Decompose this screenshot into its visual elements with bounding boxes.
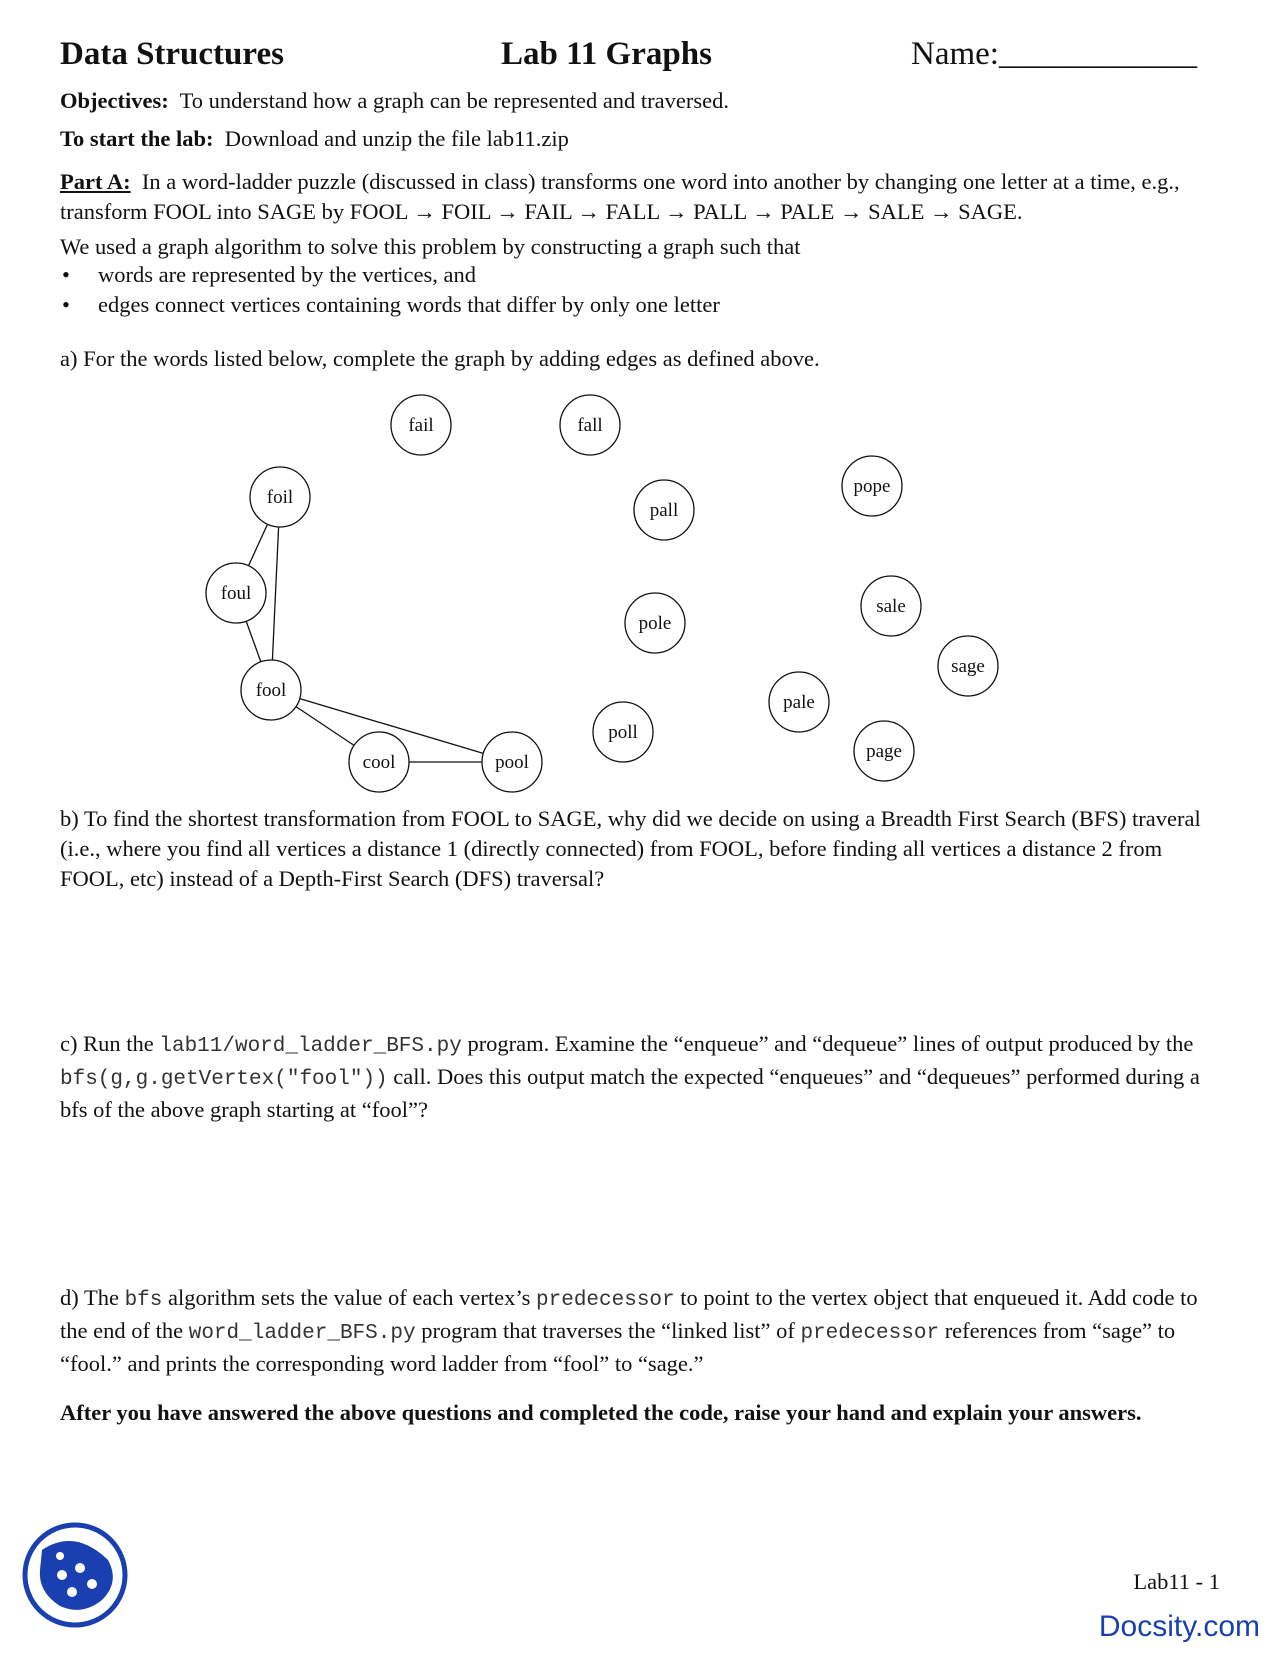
question-d-text-4: program that traverses the “linked list” of bbox=[415, 1318, 801, 1343]
graph-node-sage bbox=[938, 636, 998, 696]
question-d-code-1: bfs bbox=[124, 1289, 163, 1312]
graph-node-label: pall bbox=[649, 500, 679, 521]
graph-node-label: fall bbox=[577, 415, 603, 436]
question-c-text-2: program. Examine the “enqueue” and “dequeue” lines of output produced by the bbox=[461, 1031, 1194, 1056]
graph-node-sale bbox=[861, 576, 921, 636]
page-number: Lab11 - 1 bbox=[1133, 1569, 1220, 1594]
start-text: Download and unzip the file lab11.zip bbox=[224, 126, 569, 151]
name-field-label: Name:____________ bbox=[911, 36, 1197, 72]
list-item: • edges connect vertices containing words that differ by only one letter bbox=[60, 290, 1160, 320]
question-c-code-1: lab11/word_ladder_BFS.py bbox=[159, 1035, 462, 1058]
question-d bbox=[60, 1283, 1220, 1379]
question-d-code-2: predecessor bbox=[536, 1289, 675, 1312]
graph-node-pale bbox=[769, 672, 829, 732]
part-a-text: In a word-ladder puzzle (discussed in class) transforms one word into another by changing one letter at a time, e.g., transform FOOL into SAGE by FOOL → FOIL → FAIL → FALL → PALL → PALE → SALE → SAGE. bbox=[60, 169, 1180, 224]
graph-node-label: fool bbox=[255, 680, 287, 701]
graph-node-label: cool bbox=[362, 752, 396, 773]
graph-node-pool bbox=[482, 732, 542, 792]
objectives-label: Objectives: bbox=[60, 88, 169, 113]
graph-node-fool bbox=[241, 660, 301, 720]
graph-edge-foil-foul bbox=[248, 524, 267, 565]
question-d-text-5: references from “sage” to “fool.” and prints the corresponding word ladder from “fool” to “sage.” bbox=[60, 1318, 1176, 1376]
graph-edge-foil-fool bbox=[272, 527, 278, 660]
graph-node-label: sale bbox=[876, 596, 906, 617]
graph-node-pole bbox=[625, 593, 685, 653]
graph-node-cool bbox=[349, 732, 409, 792]
graph-node-label: pool bbox=[495, 752, 529, 773]
graph-node-pope bbox=[842, 456, 902, 516]
graph-node-label: pole bbox=[638, 613, 672, 634]
graph-node-label: pale bbox=[783, 692, 815, 713]
graph-node-foil bbox=[250, 467, 310, 527]
graph-node-label: sage bbox=[951, 656, 985, 677]
graph-node-label: foil bbox=[266, 487, 294, 508]
watermark-text: Docsity.com bbox=[1098, 1610, 1260, 1643]
question-d-code-3: word_ladder_BFS.py bbox=[188, 1322, 416, 1345]
lab-title: Lab 11 Graphs bbox=[501, 36, 712, 72]
question-c-text-1: c) Run the bbox=[60, 1031, 160, 1056]
graph-node-fail bbox=[391, 395, 451, 455]
graph-node-label: page bbox=[866, 741, 902, 762]
question-c-text-3: call. Does this output match the expected “enqueues” and “dequeues” performed during a bfs of the above graph starting at “fool”? bbox=[60, 1064, 1200, 1122]
graph-node-fall bbox=[560, 395, 620, 455]
graph-edge-foul-fool bbox=[246, 621, 261, 662]
graph-node-label: fail bbox=[408, 415, 434, 436]
graph-node-page bbox=[854, 721, 914, 781]
question-d-text-1: d) The bbox=[60, 1285, 125, 1310]
part-a-intro: We used a graph algorithm to solve this problem by constructing a graph such that bbox=[60, 234, 801, 259]
question-c bbox=[60, 1029, 1220, 1125]
question-d-code-4: predecessor bbox=[800, 1322, 940, 1345]
graph-edges bbox=[246, 524, 483, 762]
start-label: To start the lab: bbox=[60, 126, 214, 151]
list-item: • words are represented by the vertices, and bbox=[60, 260, 1160, 290]
question-c-code-2: bfs(g,g.getVertex("fool")) bbox=[60, 1068, 388, 1091]
question-d-text-3: to point to the vertex object that enqueued it. Add code to the end of the bbox=[60, 1285, 1198, 1343]
objectives-text: To understand how a graph can be represented and traversed. bbox=[179, 88, 730, 113]
course-title: Data Structures bbox=[60, 36, 284, 72]
graph-nodes bbox=[206, 395, 998, 792]
graph-node-label: pope bbox=[853, 476, 891, 497]
closing-instructions: After you have answered the above questions and completed the code, raise your hand and explain your answers. bbox=[60, 1400, 1142, 1425]
part-a-label: Part A: bbox=[60, 169, 131, 194]
question-b: b) To find the shortest transformation from FOOL to SAGE, why did we decide on using a Breadth First Search (BFS) traveral (i.e., where you find all vertices a distance 1 (directly connected) from FOOL, before finding all vertices a distance 2 from FOOL, etc) instead of a Depth-First Search (DFS) traversal? bbox=[60, 806, 1201, 891]
question-a: a) For the words listed below, complete the graph by adding edges as defined above. bbox=[60, 346, 820, 371]
graph-node-poll bbox=[593, 702, 653, 762]
question-d-text-2: algorithm sets the value of each vertex’s bbox=[162, 1285, 537, 1310]
graph-node-label: poll bbox=[608, 722, 638, 743]
graph-node-label: foul bbox=[220, 583, 252, 604]
graph-node-foul bbox=[206, 563, 266, 623]
graph-node-pall bbox=[634, 480, 694, 540]
docsity-logo-icon bbox=[20, 1520, 130, 1630]
